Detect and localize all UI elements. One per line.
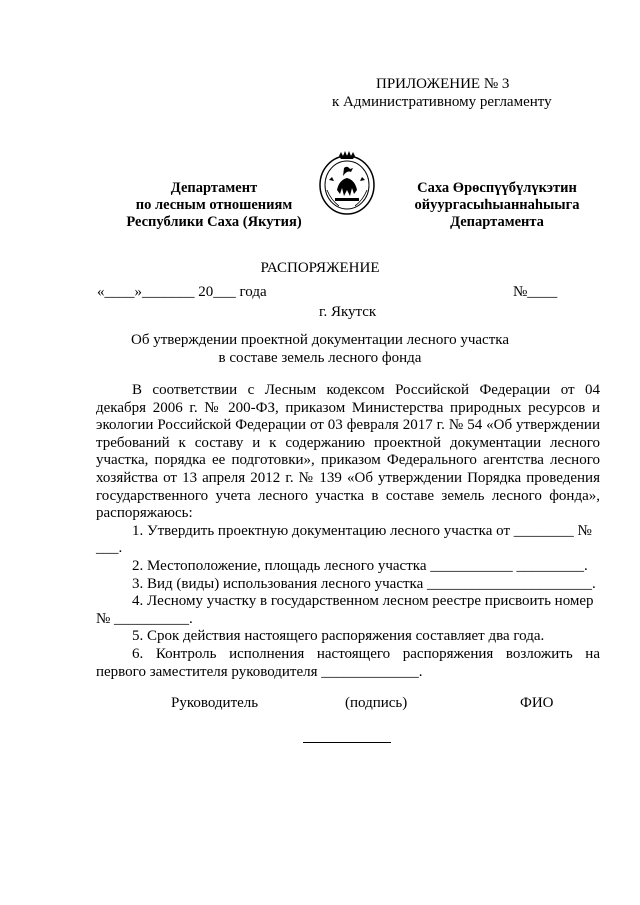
republic-emblem-icon	[317, 150, 377, 216]
order-body	[96, 382, 600, 681]
appendix-title: ПРИЛОЖЕНИЕ № 3	[376, 76, 510, 92]
order-item-3: 3. Вид (виды) использования лесного участка ______________________.	[132, 575, 596, 592]
appendix-subtitle: к Административному регламенту	[332, 94, 552, 110]
department-name-yakut	[392, 180, 602, 231]
order-item-6: 6. Контроль исполнения настоящего распоряжения возложить на первого заместителя руководителя _____________.	[96, 645, 600, 680]
order-subject	[0, 332, 640, 367]
signature-underline	[303, 742, 391, 743]
subject-line: в составе земель лесного фонда	[218, 349, 422, 366]
order-item-4-continuation: № __________.	[96, 610, 193, 627]
signature-placeholder: (подпись)	[345, 695, 408, 711]
order-date-field: «____»_______ 20___ года	[97, 284, 267, 300]
order-item-2: 2. Местоположение, площадь лесного участка ___________ _________.	[132, 557, 588, 574]
department-line: по лесным отношениям	[135, 197, 293, 213]
department-line: Департамента	[450, 214, 544, 230]
department-line: Республики Саха (Якутия)	[126, 214, 302, 230]
order-item-1-continuation: ___.	[96, 540, 123, 557]
department-line: Саха Өрөспүүбүлүкэтин	[417, 180, 577, 196]
order-item-1: 1. Утвердить проектную документацию лесного участка от ________ №	[132, 522, 592, 539]
department-line: Департамент	[170, 180, 258, 196]
order-number-field: №____	[513, 284, 558, 300]
department-line: ойуургасыһыаннаһыыга	[414, 197, 580, 213]
order-item-5: 5. Срок действия настоящего распоряжения составляет два года.	[132, 628, 545, 645]
order-title: РАСПОРЯЖЕНИЕ	[260, 260, 380, 276]
signature-position: Руководитель	[171, 695, 259, 711]
order-item-4: 4. Лесному участку в государственном лесном реестре присвоить номер	[132, 593, 594, 610]
order-city: г. Якутск	[319, 304, 377, 320]
department-name-russian	[104, 180, 324, 231]
preamble-paragraph: В соответствии с Лесным кодексом Российской Федерации от 04 декабря 2006 г. № 200-ФЗ, приказом Министерства природных ресурсов и экологии Российской Федерации от 03 февраля 2017 г. № 54 «Об утверждении требований к составу и к содержанию проектной документации лесного участка, порядка ее подготовки», приказом Федерального агентства лесного хозяйства от 13 апреля 2012 г. № 139 «Об утверждении Порядка проведения государственного учета лесного участка в составе земель лесного фонда», распоряжаюсь:	[96, 382, 600, 522]
subject-line: Об утверждении проектной документации лесного участка	[130, 332, 509, 348]
signature-block	[0, 695, 640, 715]
signature-name: ФИО	[520, 695, 554, 711]
